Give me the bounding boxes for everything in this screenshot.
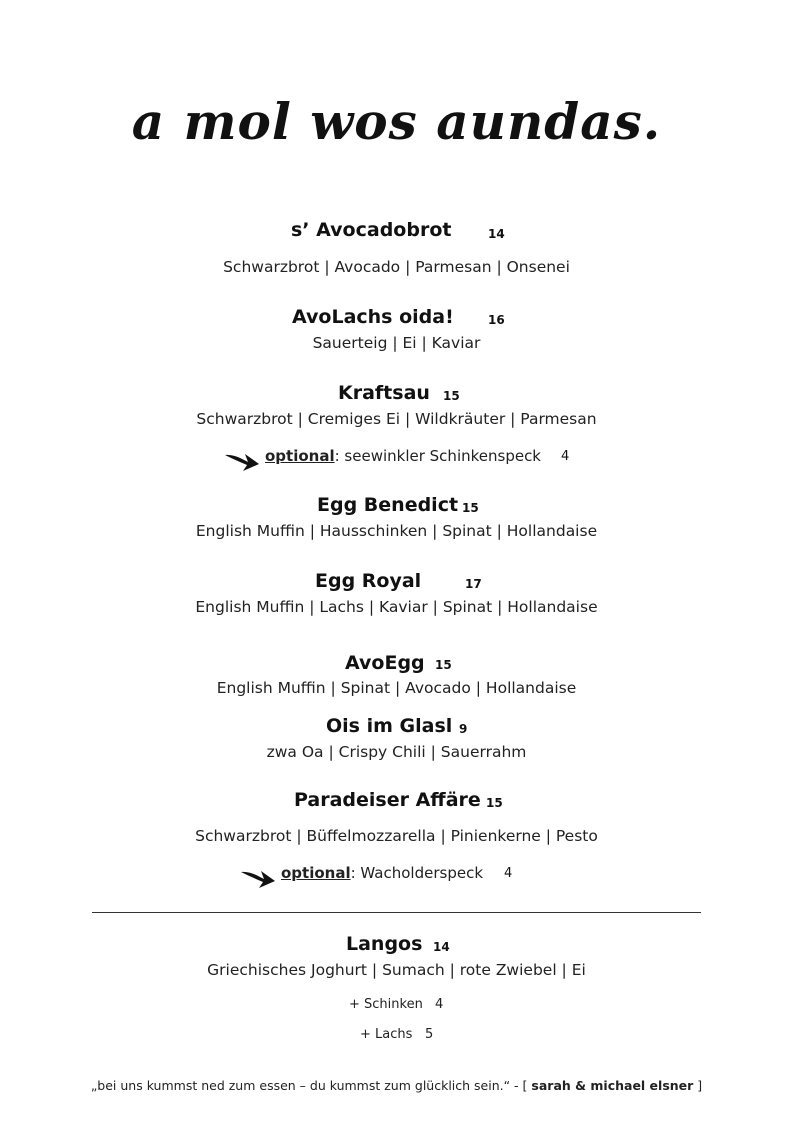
addon-label-schinken: + Schinken: [349, 997, 423, 1012]
footer-quote-text: „bei uns kummst ned zum essen – du kummst zum glücklich sein.“ - [: [90, 1078, 532, 1093]
dish-name-egg-royal: Egg Royal: [315, 570, 422, 592]
dish-price-langos: 14: [433, 940, 450, 954]
dish-name-kraftsau: Kraftsau: [338, 382, 430, 404]
dish-price-avocadobrot: 14: [488, 227, 505, 241]
section-divider: [92, 912, 701, 913]
dish-name-langos: Langos: [346, 933, 423, 955]
dish-desc-kraftsau: Schwarzbrot | Cremiges Ei | Wildkräuter | Parmesan: [196, 410, 597, 428]
dish-price-ois-im-glasl: 9: [459, 722, 468, 736]
dish-name-ois-im-glasl: Ois im Glasl: [326, 715, 453, 737]
dish-price-egg-benedict: 15: [462, 501, 479, 515]
dish-desc-avocadobrot: Schwarzbrot | Avocado | Parmesan | Onsenei: [223, 258, 570, 276]
option-label: optional: [281, 864, 351, 882]
dish-price-paradeiser: 15: [486, 796, 503, 810]
addon-label-lachs: + Lachs: [360, 1027, 413, 1042]
dish-price-egg-royal: 17: [465, 577, 482, 591]
option-paradeiser: [281, 864, 483, 882]
dish-price-kraftsau: 15: [443, 389, 460, 403]
option-text: : Wacholderspeck: [350, 864, 484, 882]
option-kraftsau: [265, 447, 541, 465]
dish-desc-egg-royal: English Muffin | Lachs | Kaviar | Spinat | Hollandaise: [195, 598, 598, 616]
arrow-icon: [240, 867, 276, 889]
addon-price-lachs: 5: [425, 1027, 434, 1042]
footer-close: ]: [693, 1078, 703, 1093]
dish-name-egg-benedict: Egg Benedict: [317, 494, 459, 516]
dish-desc-egg-benedict: English Muffin | Hausschinken | Spinat | Hollandaise: [195, 522, 598, 540]
dish-desc-avoegg: English Muffin | Spinat | Avocado | Hollandaise: [216, 679, 577, 697]
dish-price-avolachs: 16: [488, 313, 505, 327]
dish-desc-avolachs: Sauerteig | Ei | Kaviar: [312, 334, 481, 352]
dish-name-paradeiser: Paradeiser Affäre: [294, 789, 481, 811]
option-label: optional: [265, 447, 335, 465]
dish-desc-ois-im-glasl: zwa Oa | Crispy Chili | Sauerrahm: [266, 743, 527, 761]
dish-price-avoegg: 15: [435, 658, 452, 672]
option-price-paradeiser: 4: [504, 866, 513, 881]
footer-quote: [0, 1078, 793, 1093]
dish-name-avolachs: AvoLachs oida!: [292, 306, 454, 328]
dish-name-avoegg: AvoEgg: [345, 652, 425, 674]
menu-title: a mol wos aundas.: [131, 92, 662, 151]
footer-authors: sarah & michael elsner: [531, 1078, 694, 1093]
dish-desc-langos: Griechisches Joghurt | Sumach | rote Zwiebel | Ei: [207, 961, 586, 979]
addon-price-schinken: 4: [435, 997, 444, 1012]
arrow-icon: [224, 450, 260, 472]
option-text: : seewinkler Schinkenspeck: [334, 447, 541, 465]
dish-name-avocadobrot: s’ Avocadobrot: [291, 219, 452, 241]
dish-desc-paradeiser: Schwarzbrot | Büffelmozzarella | Pinienkerne | Pesto: [195, 827, 598, 845]
option-price-kraftsau: 4: [561, 449, 570, 464]
